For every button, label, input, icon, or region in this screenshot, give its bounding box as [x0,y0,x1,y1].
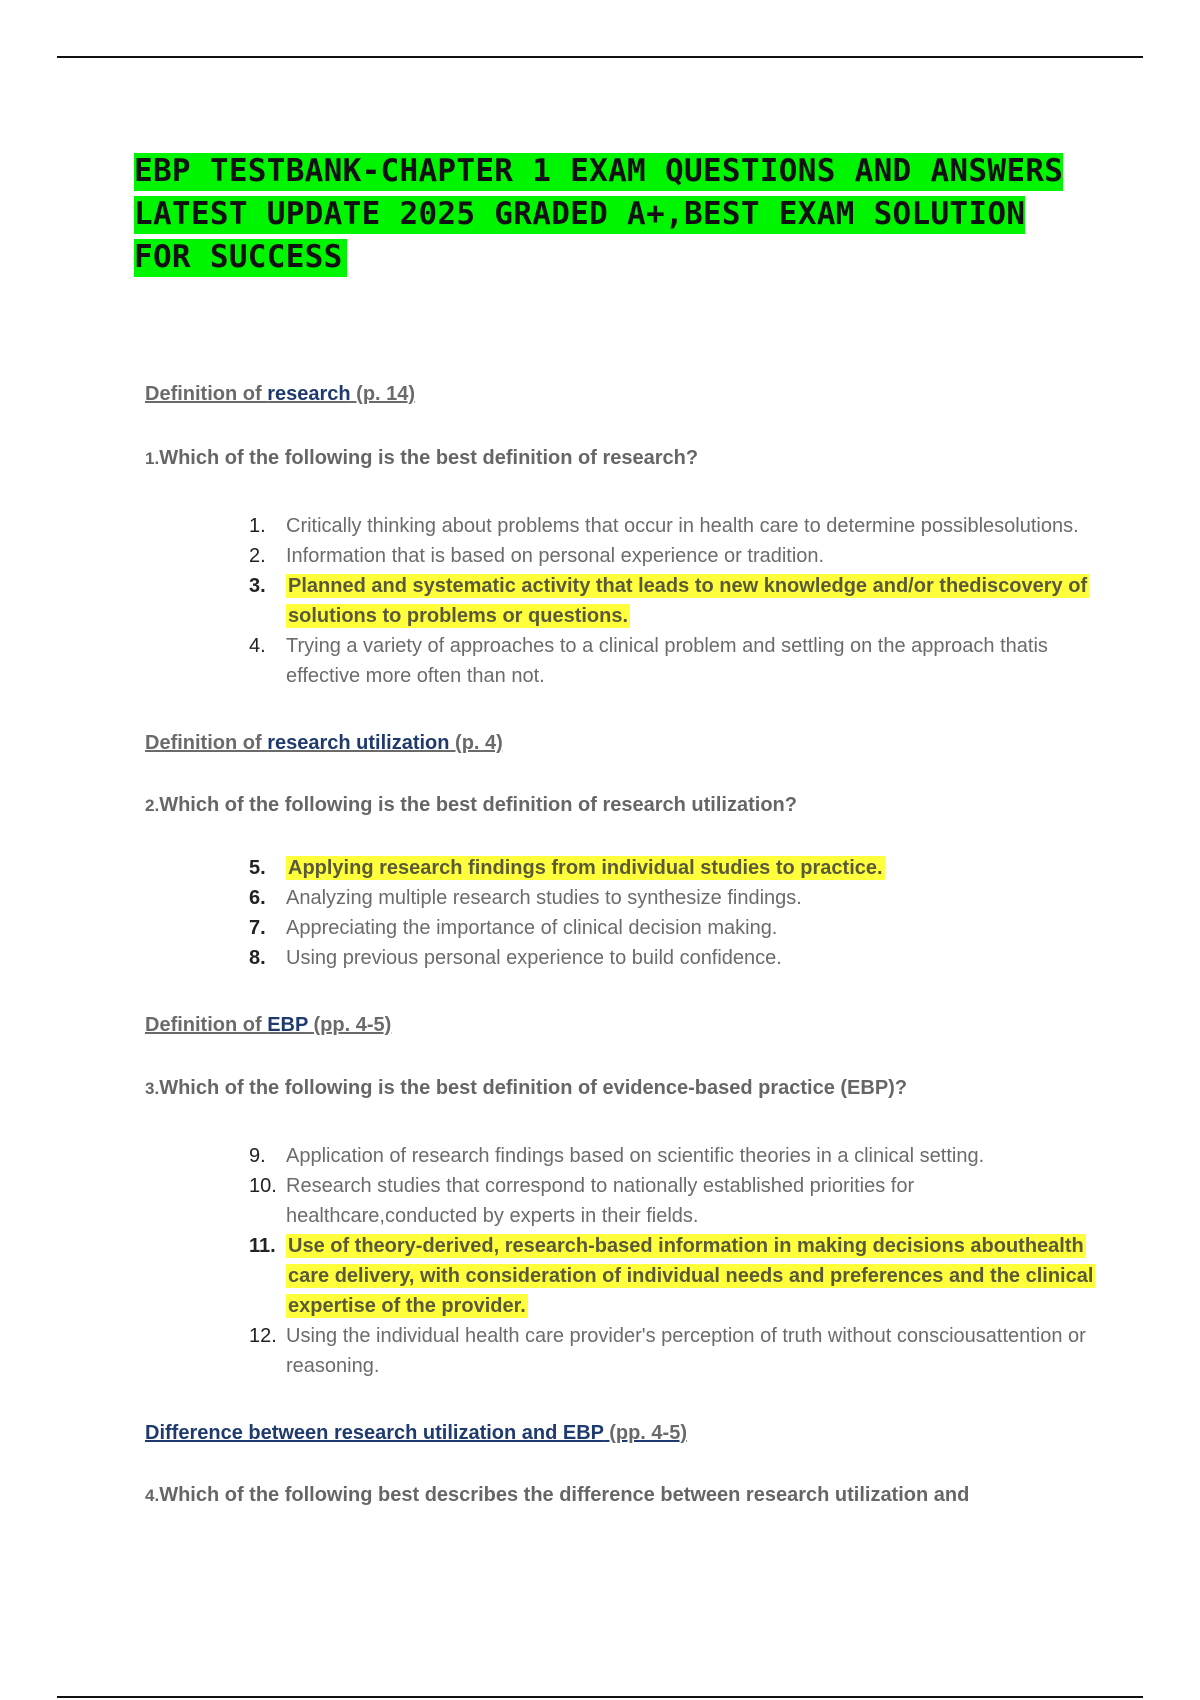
answer-text-highlighted: Applying research findings from individual studies to practice. [288,857,883,879]
heading-keyword: research [267,383,351,405]
heading-prefix: Definition of [145,732,268,754]
answer-option [249,541,1109,571]
answer-number: 12. [249,1325,277,1347]
answer-text: Using the individual health care provider's perception of truth without consciousattention or reasoning. [286,1325,1086,1377]
answer-option [249,943,1109,973]
answer-text: Trying a variety of approaches to a clinical problem and settling on the approach thatis effective more often than not. [286,635,1048,687]
section-heading [145,1011,1105,1039]
answer-number: 2. [249,545,266,567]
answer-list [249,511,1109,691]
answer-number: 5. [249,857,266,879]
answer-text-highlighted: Use of theory-derived, research-based information in making decisions abouthealth care delivery, with consideration of individual needs and preferences and the clinical expertise of the provider. [288,1235,1094,1317]
answer-option-correct [249,853,1109,883]
answer-number: 6. [249,887,266,909]
answer-number: 11. [249,1235,276,1257]
answer-text: Analyzing multiple research studies to synthesize findings. [286,887,802,909]
answer-number: 4. [249,635,266,657]
question [145,1074,1105,1103]
section-heading [145,1419,1105,1447]
answer-text: Critically thinking about problems that occur in health care to determine possiblesolutions. [286,515,1079,537]
header-rule [57,56,1143,58]
heading-pages: (p. 4) [449,732,503,754]
answer-number: 1. [249,515,266,537]
document-body [145,380,1105,1510]
answer-option [249,631,1109,691]
answer-option [249,883,1109,913]
heading-pages: (p. 14) [350,383,416,405]
heading-prefix: Definition of [145,383,268,405]
heading-pages: (pp. 4-5) [603,1422,687,1444]
answer-option [249,1141,1109,1171]
section-heading [145,729,1105,757]
footer-rule [57,1696,1143,1698]
question [145,791,1105,820]
answer-number: 7. [249,917,266,939]
answer-option-correct [249,1231,1109,1321]
heading-keyword: EBP [267,1014,308,1036]
question-number: 2. [145,796,160,815]
document-title [134,150,1094,279]
heading-keyword: Difference between research utilization and EBP [145,1422,604,1444]
question [145,444,1105,473]
answer-text-highlighted: Planned and systematic activity that leads to new knowledge and/or thediscovery of solutions to problems or questions. [288,575,1088,627]
heading-keyword: research utilization [267,732,450,754]
answer-text: Research studies that correspond to nationally established priorities for healthcare,conducted by experts in their fields. [286,1175,915,1227]
question-number: 1. [145,449,160,468]
answer-text: Information that is based on personal experience or tradition. [286,545,825,567]
question-text: Which of the following best describes the difference between research utilization and [159,1484,970,1506]
answer-option [249,1321,1109,1381]
answer-number: 9. [249,1145,266,1167]
question-text: Which of the following is the best definition of research? [159,447,699,469]
heading-pages: (pp. 4-5) [307,1014,392,1036]
section-heading [145,380,1105,408]
answer-list [249,853,1109,973]
answer-option [249,913,1109,943]
answer-text: Application of research findings based on scientific theories in a clinical setting. [286,1145,985,1167]
answer-number: 8. [249,947,266,969]
answer-option [249,511,1109,541]
answer-option [249,1171,1109,1231]
answer-text: Using previous personal experience to build confidence. [286,947,782,969]
answer-list [249,1141,1109,1381]
question-number: 3. [145,1079,160,1098]
answer-text: Appreciating the importance of clinical decision making. [286,917,778,939]
question-text: Which of the following is the best definition of research utilization? [159,794,797,816]
answer-number: 10. [249,1175,277,1197]
title-highlight: EBP TESTBANK-CHAPTER 1 EXAM QUESTIONS AND ANSWERS LATEST UPDATE 2025 GRADED A+,BEST EXAM SOLUTION FOR SUCCESS [134,153,1064,275]
heading-prefix: Definition of [145,1014,268,1036]
answer-number: 3. [249,575,266,597]
question [145,1481,1105,1510]
question-number: 4. [145,1486,160,1505]
answer-option-correct [249,571,1109,631]
question-text: Which of the following is the best definition of evidence-based practice (EBP)? [159,1077,908,1099]
